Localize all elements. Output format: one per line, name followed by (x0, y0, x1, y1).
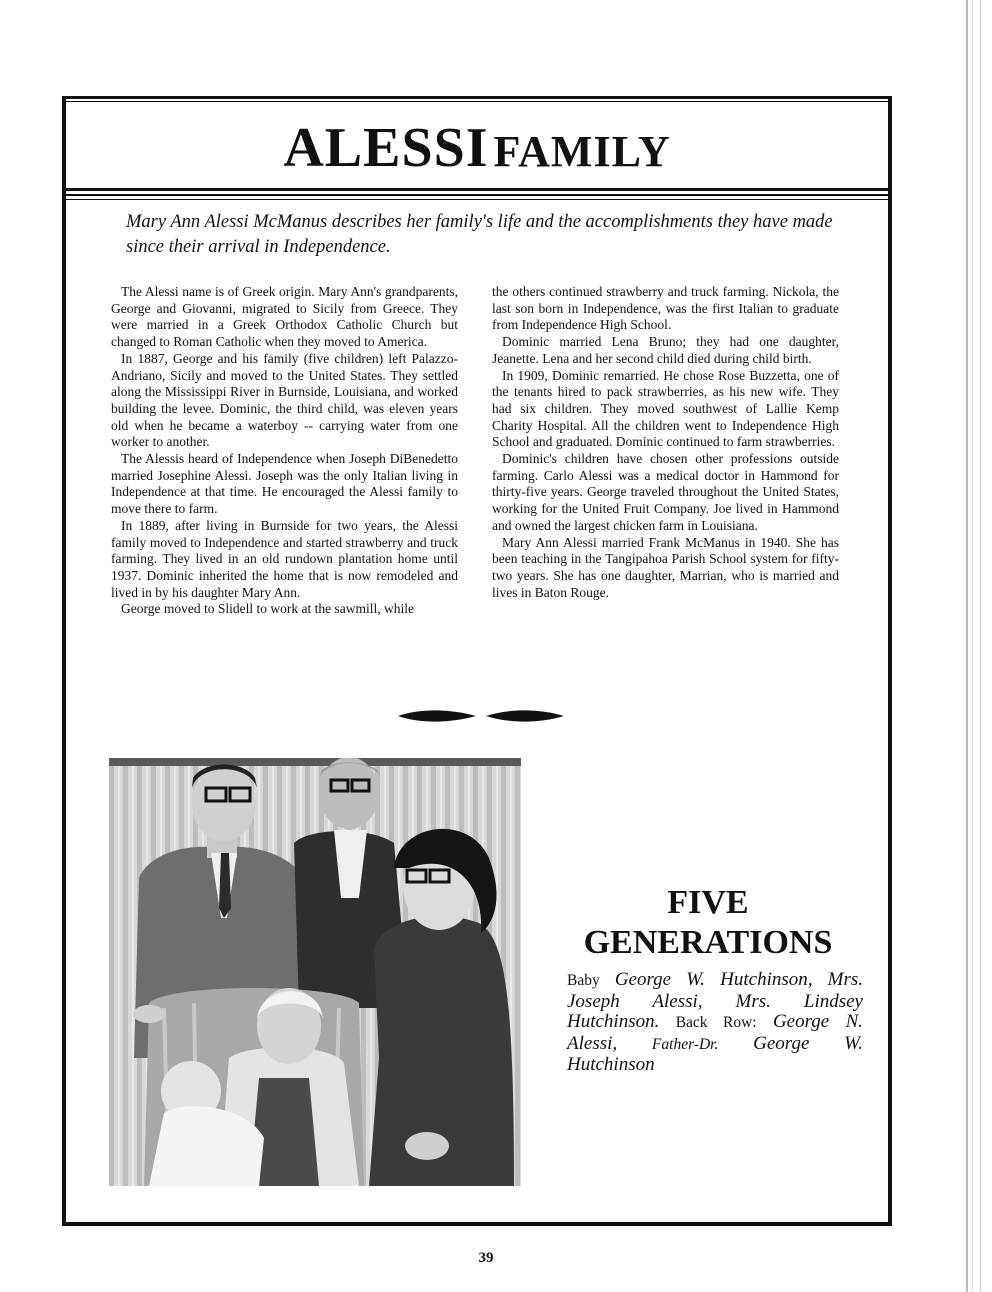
frame-left-rule (62, 96, 66, 1226)
ornament-divider (396, 706, 566, 726)
left-column (111, 284, 458, 618)
caption-part: George W. Hutchinson (567, 1032, 864, 1075)
ornament-leaf-right (486, 710, 564, 721)
right-column (492, 284, 839, 601)
caption-part: George W. Hutchinson, Mrs. Joseph Alessi, Mrs. Lindsey Hutchinson. (567, 969, 863, 1032)
scan-edge (972, 0, 973, 1292)
paragraph: The Alessis heard of Independence when Joseph DiBenedetto married Josephine Alessi. Joseph was the only Italian living in Independence at that time. He encouraged the Alessi family to move there to farm. (111, 451, 458, 517)
paragraph: Mary Ann Alessi married Frank McManus in 1940. She has been teaching in the Tangipahoa Parish School system for fifty-two years. She has one daughter, Marrian, who is married and lives in Baton Rouge. (492, 534, 839, 600)
paragraph: In 1887, George and his family (five children) left Palazzo-Andriano, Sicily and moved to the United States. They settled along the Mississippi River in Burnside, Louisiana, and worked building the levee. Dominic, the third child, was eleven years old when he became a waterboy -- carrying water from one worker to another. (111, 350, 458, 450)
ornament-leaf-left (398, 710, 476, 721)
page-number: 39 (478, 1250, 494, 1266)
paragraph: In 1909, Dominic remarried. He chose Rose Buzzetta, one of the tenants hired to pack strawberries, as his new wife. They had six children. They moved southwest of Lallie Kemp Charity Hospital. All the children went to Independence High School and graduated. Dominic continued to farm strawberries. (492, 367, 839, 450)
family-photo-image (109, 758, 521, 1186)
photo-caption (567, 970, 863, 1076)
page-title (66, 116, 888, 180)
caption-title-line-2: GENERATIONS (583, 924, 833, 961)
title-band (66, 102, 888, 188)
title-word-1: ALESSI (283, 117, 489, 179)
frame-right-rule (888, 96, 892, 1226)
caption-part: George N. Alessi, (567, 1011, 863, 1054)
caption-part: Baby (567, 972, 600, 989)
caption-part: Back Row: (675, 1014, 757, 1031)
title-word-2: FAMILY (493, 127, 671, 176)
paragraph: Dominic's children have chosen other professions outside farming. Carlo Alessi was a medical doctor in Hammond for thirty-five years. George traveled throughout the United States, working for the United Fruit Company. Joe lived in Hammond and owned the largest chicken farm in Louisiana. (492, 451, 839, 533)
paragraph: The Alessi name is of Greek origin. Mary Ann's grandparents, George and Giovanni, migrated to Sicily from Greece. They were married in a Greek Orthodox Catholic Church but changed to Roman Catholic when they moved to America. (111, 284, 458, 350)
paragraph: George moved to Slidell to work at the sawmill, while (121, 601, 414, 617)
caption-part: Father-Dr. (651, 1035, 719, 1053)
paragraph: the others continued strawberry and truck farming. Nickola, the last son born in Independence, was the first Italian to graduate from Independence High School. (492, 284, 839, 333)
caption-title-line-1: FIVE (667, 884, 749, 921)
paragraph: Dominic married Lena Bruno; they had one daughter, Jeanette. Lena and her second child died during child birth. (492, 334, 839, 366)
paragraph: In 1889, after living in Burnside for two years, the Alessi family moved to Independence and started strawberry and truck farming. They lived in an old rundown plantation home until 1937. Dominic inherited the home that is now remodeled and lived in by his daughter Mary Ann. (111, 517, 458, 600)
title-underline-2 (62, 194, 892, 196)
scan-edge (966, 0, 968, 1292)
title-underline-1 (62, 188, 892, 191)
scan-edge (980, 0, 981, 1292)
caption-title (578, 884, 838, 964)
family-photo (109, 758, 521, 1186)
frame-top-rule (62, 96, 892, 99)
title-underline-3 (62, 199, 892, 200)
frame-bottom-rule (62, 1222, 892, 1226)
intro-text: Mary Ann Alessi McManus describes her family's life and the accomplishments they have made since their arrival in Independence. (126, 212, 833, 257)
